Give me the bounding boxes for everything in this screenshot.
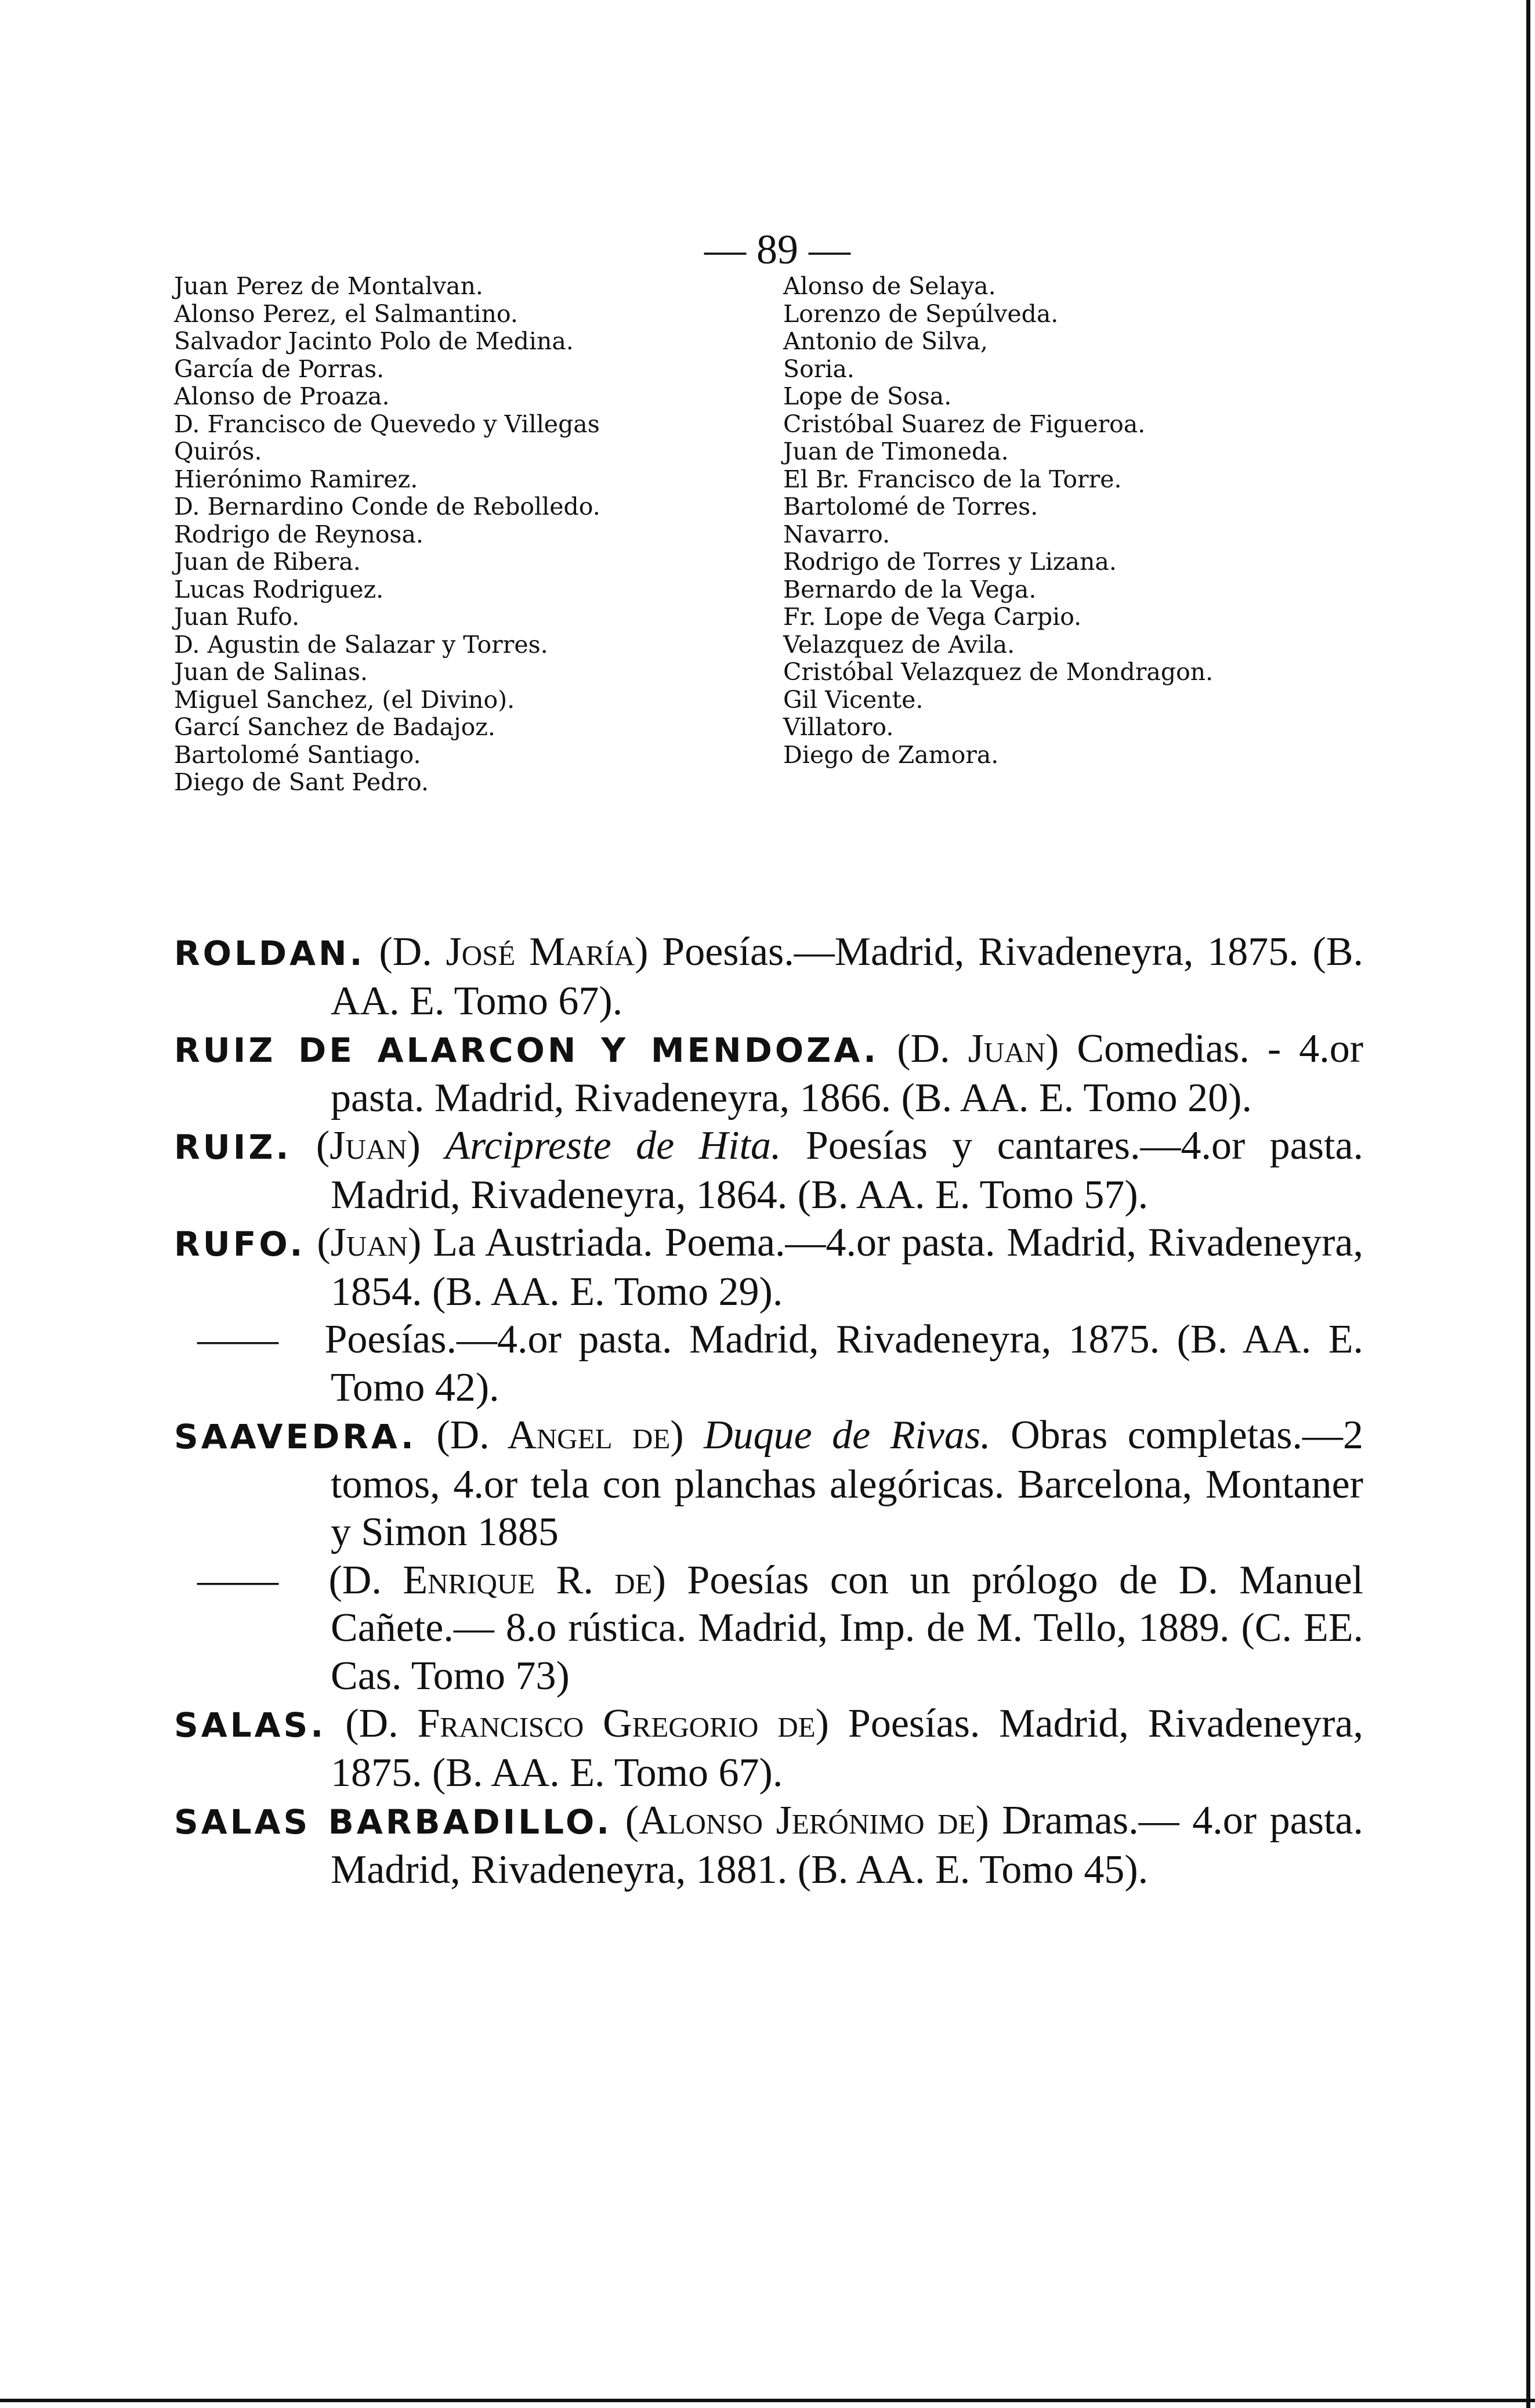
entry-heading: SALAS BARBADILLO.	[174, 1802, 613, 1842]
list-item: Bernardo de la Vega.	[783, 575, 1037, 603]
list-item: Rodrigo de Reynosa.	[174, 520, 423, 548]
bibliography-entries	[174, 928, 1363, 1894]
entry-text: Poesías.—Madrid, Rivadeneyra, 1875. (B. AA. E. Tomo 67).	[331, 930, 1364, 1024]
list-item: García de Porras.	[174, 355, 385, 383]
entry-heading: RUIZ.	[174, 1127, 292, 1167]
entry-text: Comedias. - 4.or pasta. Madrid, Rivadeneyra, 1866. (B. AA. E. Tomo 20).	[331, 1026, 1364, 1120]
page-edge-right	[1526, 0, 1530, 2408]
list-item: Diego de Zamora.	[783, 740, 999, 769]
list-item: Lucas Rodriguez.	[174, 575, 384, 603]
list-item: Juan de Ribera.	[174, 548, 361, 576]
list-item: Soria.	[783, 355, 855, 383]
entry-text: Poesías con un prólogo de D. Manuel Cañete.— 8.o rústica. Madrid, Imp. de M. Tello, 1889. (C. EE. Cas. Tomo 73)	[331, 1557, 1364, 1698]
list-item: Navarro.	[783, 520, 890, 548]
list-item: Alonso Perez, el Salmantino.	[174, 299, 518, 328]
list-item: Bartolomé de Torres.	[783, 493, 1038, 520]
list-item: Alonso de Proaza.	[174, 382, 390, 410]
list-item: D. Bernardino Conde de Rebolledo.	[174, 493, 600, 520]
entry-author: (D. Angel de)	[436, 1413, 684, 1458]
entry-author: (Juan)	[317, 1220, 422, 1265]
poet-list-right	[783, 273, 1398, 769]
page-edge-bottom	[0, 2399, 1535, 2402]
list-item: Alonso de Selaya.	[783, 272, 996, 300]
entry-text: Dramas.— 4.or pasta. Madrid, Rivadeneyra, 1881. (B. AA. E. Tomo 45).	[331, 1798, 1364, 1892]
list-item: Lope de Sosa.	[783, 382, 952, 410]
entry-salas-barbadillo	[174, 1797, 1363, 1894]
list-item: Cristóbal Velazquez de Mondragon.	[783, 658, 1214, 686]
entry-text: Poesías.—4.or pasta. Madrid, Rivadeneyra, 1875. (B. AA. E. Tomo 42).	[324, 1317, 1364, 1410]
list-item: Lorenzo de Sepúlveda.	[783, 299, 1059, 328]
list-item: D. Francisco de Quevedo y Villegas	[174, 410, 600, 438]
entry-author: (D. Enrique R. de)	[328, 1557, 666, 1603]
entry-heading: SAAVEDRA.	[174, 1417, 417, 1456]
entry-saavedra-enrique	[174, 1557, 1363, 1701]
entry-author: (D. José María)	[379, 930, 649, 974]
list-item: Juan Perez de Montalvan.	[174, 272, 483, 300]
entry-author: (D. Juan)	[897, 1026, 1059, 1071]
ditto-dash: ——	[197, 1557, 278, 1603]
list-item: Salvador Jacinto Polo de Medina.	[174, 327, 574, 355]
list-item: Fr. Lope de Vega Carpio.	[783, 603, 1082, 631]
list-item: Gil Vicente.	[783, 685, 924, 714]
entry-heading: RUFO.	[174, 1224, 306, 1264]
entry-text: Poesías. Madrid, Rivadeneyra, 1875. (B. AA. E. Tomo 67).	[331, 1701, 1364, 1795]
list-item: Rodrigo de Torres y Lizana.	[783, 548, 1117, 576]
entry-author: (Juan)	[316, 1123, 421, 1168]
entry-roldan	[174, 928, 1363, 1025]
entry-heading: RUIZ DE ALARCON Y MENDOZA.	[174, 1031, 879, 1070]
entry-ruiz-de-alarcon	[174, 1025, 1363, 1122]
entry-heading: SALAS.	[174, 1705, 327, 1745]
entry-heading: ROLDAN.	[174, 934, 365, 973]
entry-ruiz	[174, 1122, 1363, 1219]
list-item: Miguel Sanchez, (el Divino).	[174, 685, 515, 714]
list-item: Diego de Sant Pedro.	[174, 768, 429, 796]
list-item: Garcí Sanchez de Badajoz.	[174, 713, 495, 741]
ditto-dash: ——	[197, 1317, 278, 1362]
entry-author: (D. Francisco Gregorio de)	[345, 1701, 829, 1746]
entry-salas	[174, 1700, 1363, 1797]
entry-text: La Austriada. Poema.—4.or pasta. Madrid, Rivadeneyra, 1854. (B. AA. E. Tomo 29).	[331, 1220, 1364, 1314]
list-item: Cristóbal Suarez de Figueroa.	[783, 410, 1146, 438]
entry-text: Obras completas.—2 tomos, 4.or tela con planchas alegóricas. Barcelona, Montaner y Simon 1885	[331, 1413, 1364, 1554]
entry-title: Arcipreste de Hita.	[445, 1123, 781, 1168]
list-item: Juan de Salinas.	[174, 658, 368, 686]
list-item: Juan Rufo.	[174, 603, 300, 631]
list-item: D. Agustin de Salazar y Torres.	[174, 630, 548, 659]
entry-rufo-poesias	[174, 1316, 1363, 1412]
list-item: Quirós.	[174, 438, 262, 465]
poet-list-left	[174, 273, 760, 797]
list-item: Antonio de Silva,	[783, 327, 988, 355]
list-item: El Br. Francisco de la Torre.	[783, 465, 1122, 493]
page-number: — 89 —	[704, 226, 850, 273]
list-item: Villatoro.	[783, 713, 894, 741]
list-item: Juan de Timoneda.	[783, 438, 1009, 465]
entry-saavedra	[174, 1412, 1363, 1557]
list-item: Hierónimo Ramirez.	[174, 465, 418, 493]
entry-rufo	[174, 1219, 1363, 1316]
entry-author: (Alonso Jerónimo de)	[625, 1798, 989, 1843]
entry-text: Poesías y cantares.—4.or pasta. Madrid, Rivadeneyra, 1864. (B. AA. E. Tomo 57).	[331, 1123, 1364, 1217]
list-item: Bartolomé Santiago.	[174, 740, 421, 769]
list-item: Velazquez de Avila.	[783, 630, 1015, 659]
entry-title: Duque de Rivas.	[704, 1413, 991, 1458]
